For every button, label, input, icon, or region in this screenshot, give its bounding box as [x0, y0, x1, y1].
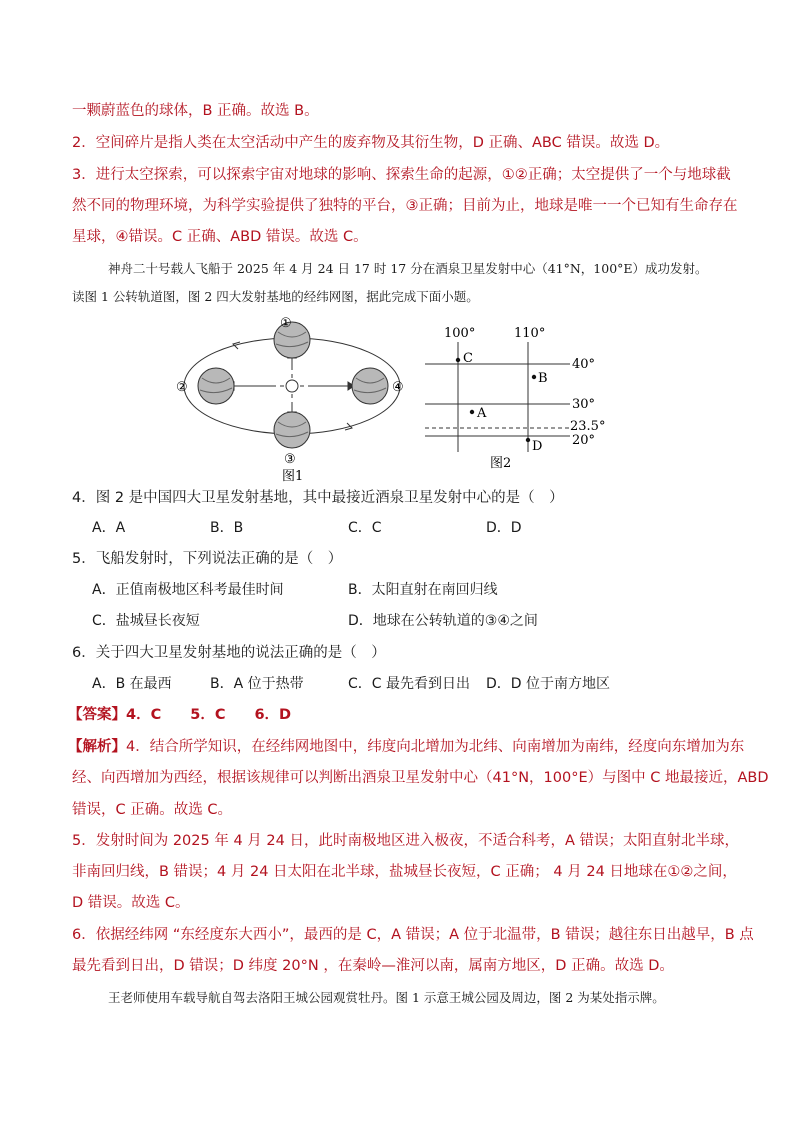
point-b-label: B	[538, 371, 548, 386]
prev-answer-line-5: 星球，④错误。C 正确、ABD 错误。故选 C。	[72, 229, 368, 245]
point-b-dot	[532, 375, 536, 379]
point-d-dot	[526, 438, 530, 442]
lat-label-30: 30°	[572, 397, 596, 412]
analysis-text-1: 4．结合所学知识，在经纬网地图中，纬度向北增加为北纬、向南增加为南纬，经度向东增加为东	[126, 739, 745, 755]
question-6-stem: 6．关于四大卫星发射基地的说法正确的是（ ）	[72, 645, 386, 661]
question-intro-line-2: 读图 1 公转轨道图，图 2 四大发射基地的经纬网图，据此完成下面小题。	[72, 289, 479, 304]
analysis-label: 【解析】	[68, 739, 126, 755]
prev-answer-line-2: 2．空间碎片是指人类在太空活动中产生的废弃物及其衍生物，D 正确、ABC 错误。故选 D。	[72, 135, 670, 151]
question-4-stem: 4．图 2 是中国四大卫星发射基地，其中最接近酒泉卫星发射中心的是（ ）	[72, 490, 564, 506]
analysis-line-4: 5．发射时间为 2025 年 4 月 24 日，此时南极地区进入极夜，不适合科考，A 错误；太阳直射北半球，	[72, 833, 739, 849]
orbit-label-4: ④	[392, 380, 404, 395]
point-a-dot	[470, 410, 474, 414]
next-question-intro: 王老师使用车载导航自驾去洛阳王城公园观赏牡丹。图 1 示意王城公园及周边，图 2 为某处指示牌。	[108, 990, 665, 1005]
q5-option-b[interactable]: B．太阳直射在南回归线	[348, 582, 498, 598]
point-c-dot	[456, 358, 460, 362]
point-c-label: C	[463, 351, 473, 366]
q4-option-b[interactable]: B．B	[210, 520, 244, 536]
q5-option-c[interactable]: C．盐城昼长夜短	[92, 613, 200, 629]
lat-label-20: 20°	[572, 433, 596, 448]
orbit-label-3: ③	[284, 452, 296, 467]
q6-option-a[interactable]: A．B 在最西	[92, 676, 172, 692]
orbit-label-2: ②	[176, 380, 188, 395]
lon-label-110: 110°	[514, 326, 546, 341]
lat-label-40: 40°	[572, 357, 596, 372]
analysis-line-5: 非南回归线，B 错误；4 月 24 日太阳在北半球，盐城昼长夜短，C 正确； 4 月 24 日地球在①②之间，	[72, 864, 737, 880]
figure-2-caption: 图2	[490, 456, 512, 471]
answer-text: 4．C 5．C 6．D	[126, 707, 292, 723]
lat-label-23-5: 23.5°	[570, 419, 606, 434]
analysis-line-3: 错误，C 正确。故选 C。	[72, 802, 232, 818]
q4-option-c[interactable]: C．C	[348, 520, 382, 536]
q6-option-c[interactable]: C．C 最先看到日出	[348, 676, 471, 692]
question-5-stem: 5．飞船发射时，下列说法正确的是（ ）	[72, 551, 343, 567]
answer-line	[68, 705, 728, 725]
point-a-label: A	[477, 406, 487, 421]
q6-option-b[interactable]: B．A 位于热带	[210, 676, 304, 692]
q6-option-d[interactable]: D．D 位于南方地区	[486, 676, 611, 692]
analysis-line-2: 经、向西增加为西经，根据该规律可以判断出酒泉卫星发射中心（41°N，100°E）与图中 C 地最接近，ABD	[72, 770, 769, 786]
analysis-line-8: 最先看到日出，D 错误；D 纬度 20°N ，在秦岭—淮河以南，属南方地区，D 正确。故选 D。	[72, 958, 674, 974]
analysis-line-7: 6．依据经纬网 “东经度东大西小”，最西的是 C，A 错误；A 位于北温带，B 错误；越往东日出越早，B 点	[72, 927, 754, 943]
figure-1-orbit-diagram	[170, 310, 415, 485]
analysis-line-6: D 错误。故选 C。	[72, 895, 190, 911]
point-d-label: D	[532, 439, 543, 454]
answer-label: 【答案】	[68, 707, 126, 723]
q5-option-d[interactable]: D．地球在公转轨道的③④之间	[348, 613, 538, 629]
figure-1-caption: 图1	[282, 469, 304, 484]
q4-option-a[interactable]: A．A	[92, 520, 126, 536]
q5-option-a[interactable]: A．正值南极地区科考最佳时间	[92, 582, 284, 598]
orbit-label-1: ①	[280, 316, 292, 331]
figure-2-graticule	[420, 320, 620, 475]
lon-label-100: 100°	[444, 326, 476, 341]
prev-answer-line-3: 3．进行太空探索，可以探索宇宙对地球的影响、探索生命的起源，①②正确；太空提供了一个与地球截	[72, 167, 731, 183]
q4-option-d[interactable]: D．D	[486, 520, 522, 536]
analysis-line-1	[68, 737, 745, 757]
question-intro-line-1: 神舟二十号载人飞船于 2025 年 4 月 24 日 17 时 17 分在酒泉卫星发射中心（41°N，100°E）成功发射。	[108, 261, 708, 276]
prev-answer-line-4: 然不同的物理环境，为科学实验提供了独特的平台，③正确；目前为止，地球是唯一一个已知有生命存在	[72, 198, 738, 214]
prev-answer-line-1: 一颗蔚蓝色的球体，B 正确。故选 B。	[72, 103, 319, 119]
